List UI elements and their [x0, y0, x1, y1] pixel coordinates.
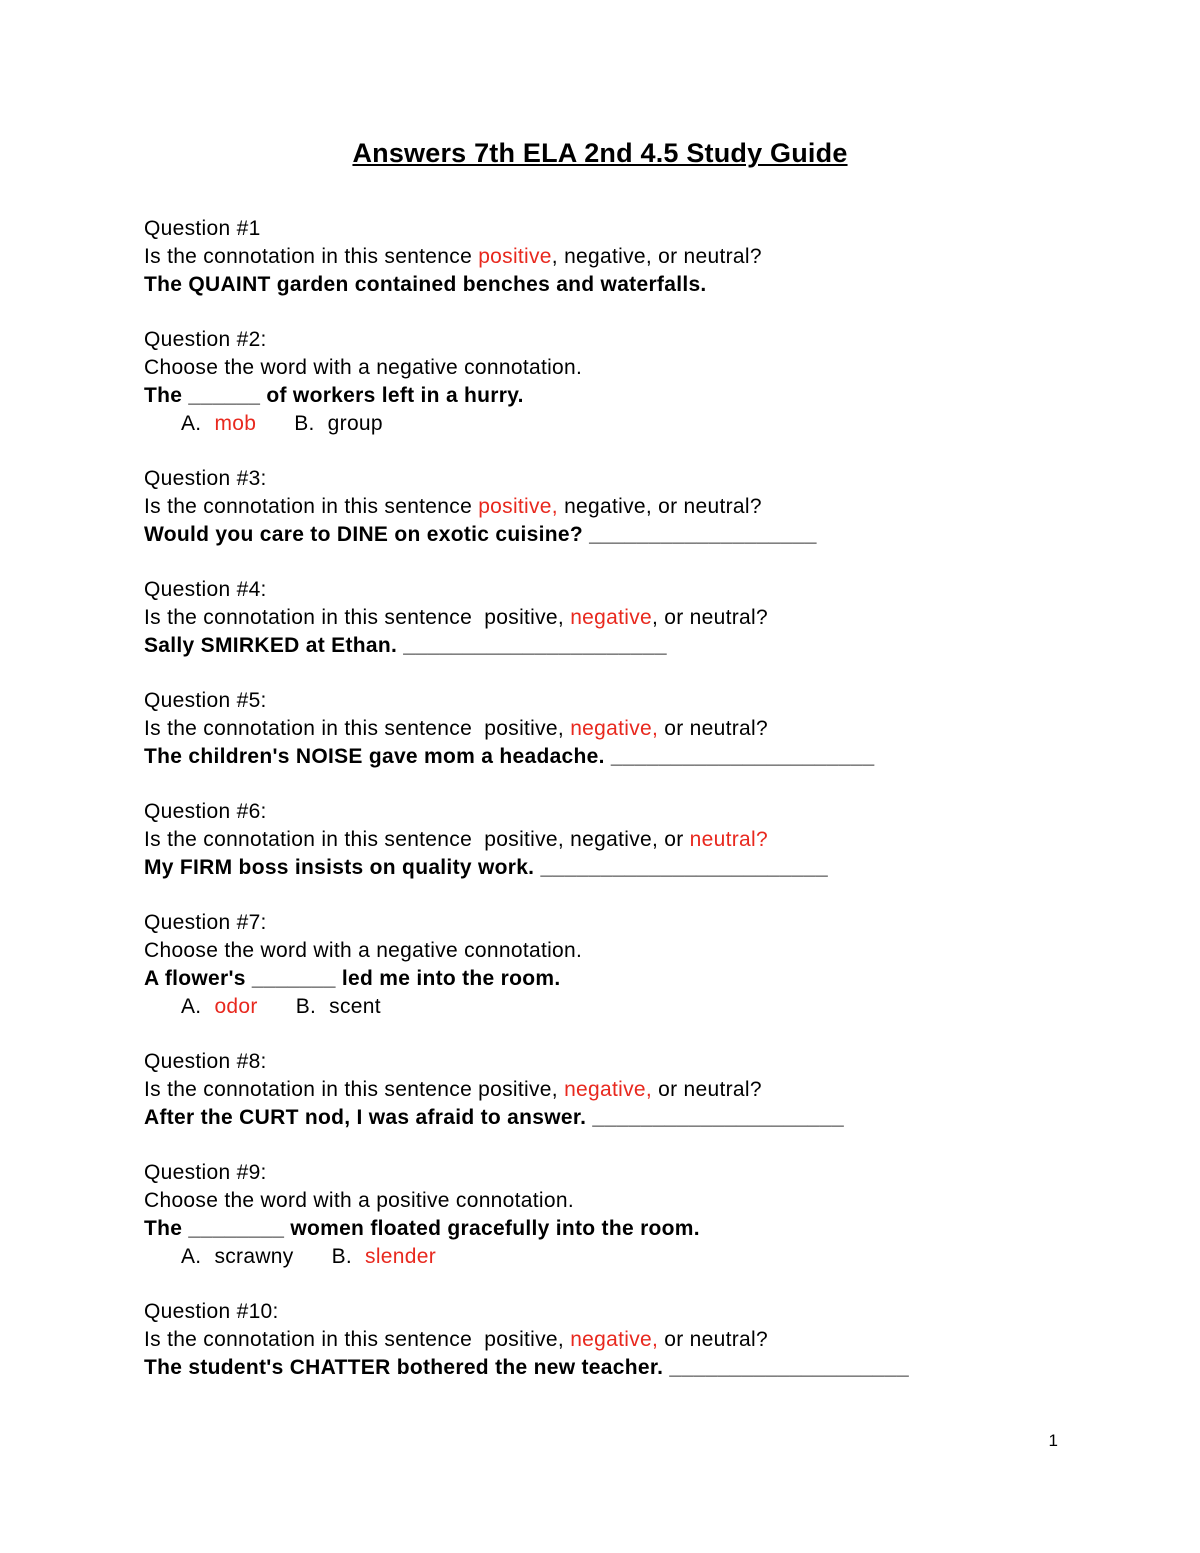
prompt-text-pre: Is the connotation in this sentence: [144, 495, 479, 518]
answer-highlight: positive: [478, 245, 552, 268]
prompt-text-pre: Is the connotation in this sentence positive,: [144, 1328, 571, 1351]
question-sentence: The student's CHATTER bothered the new teacher. ____________________: [144, 1356, 909, 1379]
question-sentence: The children's NOISE gave mom a headache. ______________________: [144, 745, 875, 768]
answer-choices: [144, 993, 1056, 1021]
question-label: Question #5:: [144, 689, 267, 712]
question-block-3: [144, 465, 1056, 549]
question-prompt: [144, 493, 1056, 521]
question-sentence: The QUAINT garden contained benches and waterfalls.: [144, 273, 707, 296]
question-prompt: [144, 354, 1056, 382]
answer-highlight: neutral?: [689, 828, 768, 851]
question-block-1: [144, 215, 1056, 299]
choice-a-label: A.: [181, 1245, 202, 1268]
prompt-text-pre: Is the connotation in this sentence positive, negative, or: [144, 828, 690, 851]
choice-a-text: mob: [214, 412, 257, 435]
question-prompt: [144, 243, 1056, 271]
choice-b-text: slender: [365, 1245, 437, 1268]
answer-highlight: negative,: [564, 1078, 652, 1101]
prompt-text-pre: Choose the word with a positive connotation.: [144, 1189, 574, 1212]
prompt-text-pre: Choose the word with a negative connotation.: [144, 356, 583, 379]
question-label: Question #4:: [144, 578, 267, 601]
question-block-9: [144, 1159, 1056, 1271]
prompt-text-post: or neutral?: [652, 1078, 762, 1101]
prompt-text-post: or neutral?: [658, 1328, 768, 1351]
answer-highlight: negative,: [570, 1328, 659, 1351]
question-prompt: [144, 1326, 1056, 1354]
question-prompt: [144, 937, 1056, 965]
choice-b-label: B.: [331, 1245, 353, 1268]
question-sentence: Sally SMIRKED at Ethan. ______________________: [144, 634, 667, 657]
prompt-text-pre: Is the connotation in this sentence: [144, 245, 479, 268]
question-prompt: [144, 1076, 1056, 1104]
question-sentence: After the CURT nod, I was afraid to answer. _____________________: [144, 1106, 844, 1129]
question-label: Question #10:: [144, 1300, 279, 1323]
answer-highlight: negative,: [570, 717, 659, 740]
answer-highlight: negative: [570, 606, 652, 629]
choice-a-label: A.: [181, 412, 202, 435]
choice-a-label: A.: [181, 995, 202, 1018]
question-prompt: [144, 1187, 1056, 1215]
question-block-5: [144, 687, 1056, 771]
question-block-4: [144, 576, 1056, 660]
choice-b-text: scent: [329, 995, 381, 1018]
choice-b-label: B.: [294, 412, 315, 435]
question-sentence: The ________ women floated gracefully into the room.: [144, 1217, 700, 1240]
question-block-10: [144, 1298, 1056, 1382]
choice-b-text: group: [327, 412, 383, 435]
question-label: Question #2:: [144, 328, 267, 351]
choice-a-text: scrawny: [214, 1245, 294, 1268]
question-sentence: My FIRM boss insists on quality work. ________________________: [144, 856, 828, 879]
question-prompt: [144, 604, 1056, 632]
prompt-text-pre: Is the connotation in this sentence positive,: [144, 606, 571, 629]
answer-choices: [144, 1243, 1056, 1271]
question-label: Question #8:: [144, 1050, 267, 1073]
question-block-7: [144, 909, 1056, 1021]
prompt-text-pre: Is the connotation in this sentence positive,: [144, 1078, 565, 1101]
question-prompt: [144, 826, 1056, 854]
choice-a-text: odor: [214, 995, 258, 1018]
question-block-6: [144, 798, 1056, 882]
page-number: 1: [1048, 1431, 1058, 1450]
question-label: Question #7:: [144, 911, 267, 934]
prompt-text-pre: Choose the word with a negative connotation.: [144, 939, 583, 962]
question-block-8: [144, 1048, 1056, 1132]
question-label: Question #6:: [144, 800, 267, 823]
answer-highlight: positive,: [478, 495, 558, 518]
question-block-2: [144, 326, 1056, 438]
question-prompt: [144, 715, 1056, 743]
question-label: Question #1: [144, 217, 261, 240]
prompt-text-post: or neutral?: [658, 717, 768, 740]
question-label: Question #9:: [144, 1161, 267, 1184]
question-sentence: The ______ of workers left in a hurry.: [144, 384, 524, 407]
question-sentence: A flower's _______ led me into the room.: [144, 967, 561, 990]
prompt-text-post: , or neutral?: [651, 606, 768, 629]
prompt-text-pre: Is the connotation in this sentence positive,: [144, 717, 571, 740]
page-title: Answers 7th ELA 2nd 4.5 Study Guide: [352, 138, 848, 168]
question-sentence: Would you care to DINE on exotic cuisine? ___________________: [144, 523, 817, 546]
prompt-text-post: negative, or neutral?: [557, 495, 762, 518]
answer-choices: [144, 410, 1056, 438]
question-label: Question #3:: [144, 467, 267, 490]
choice-b-label: B.: [295, 995, 317, 1018]
prompt-text-post: , negative, or neutral?: [551, 245, 762, 268]
